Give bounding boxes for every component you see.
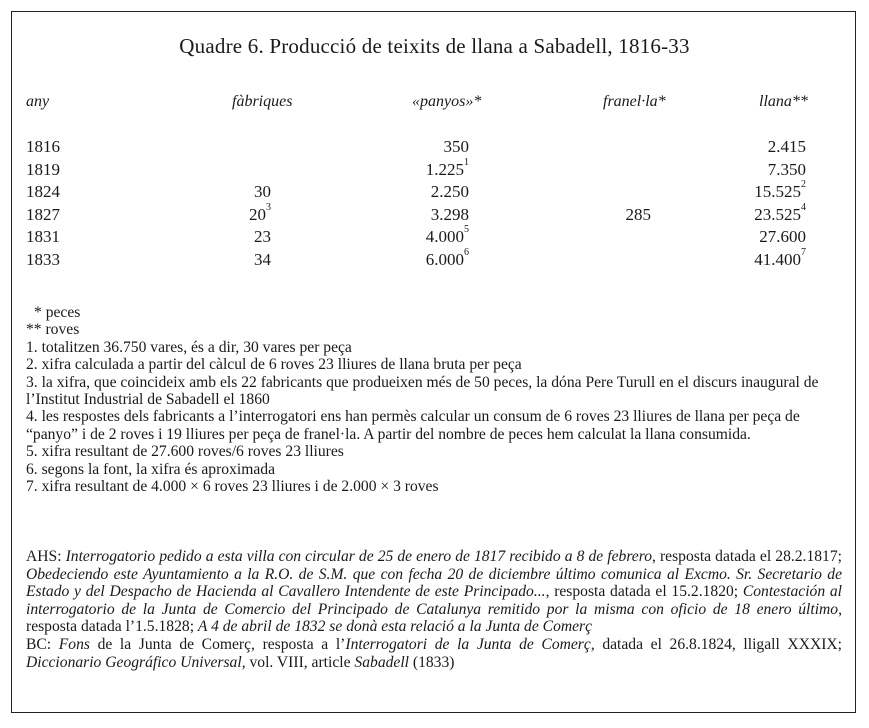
source-ahs [26, 548, 842, 636]
source-label: AHS: [26, 548, 66, 565]
footnote-item: 6. segons la font, la xifra és aproximada [26, 460, 275, 478]
cell-value: 23 [254, 227, 271, 247]
source-title: Contestación al interrogatorio de la Junta de Comercio del Principado de Catalunya remitido por la misma con oficio de 18 enero último [26, 583, 843, 618]
table-cell-panyos [431, 205, 469, 225]
source-title: Interrogatorio pedido a esta villa con circular de 25 de enero de 1817 recibido a 8 de febrero [65, 548, 653, 565]
table-cell-llana [768, 160, 806, 180]
footnote-marker: 6 [464, 247, 469, 258]
footnote-item: 2. xifra calculada a partir del càlcul de 6 roves 23 lliures de llana bruta per peça [26, 356, 522, 374]
cell-value: 1819 [26, 159, 60, 179]
table-cell-any [26, 160, 60, 180]
cell-value: 3.298 [430, 204, 469, 224]
cell-value: 2.415 [767, 137, 806, 156]
cell-value: 30 [254, 182, 271, 202]
table-cell-llana [759, 227, 806, 247]
cell-value: 34 [254, 250, 271, 269]
footnote-marker: 7 [801, 247, 806, 258]
footnote-marker: 5 [464, 224, 469, 236]
table-cell-llana [754, 179, 806, 202]
cell-value: 27.600 [759, 227, 806, 247]
table-cell-llana [754, 247, 806, 270]
source-text: , resposta datada el 28.2.1817; [652, 548, 842, 565]
table-cell-panyos [425, 247, 469, 270]
footnote-marker: 2 [801, 179, 806, 191]
cell-value: 1816 [26, 137, 60, 156]
cell-value: 23.525 [754, 204, 801, 224]
source-text: , vol. VIII, article [241, 653, 355, 671]
cell-value: 6.000 [425, 250, 464, 269]
cell-value: 1827 [26, 204, 60, 224]
cell-value: 350 [443, 137, 469, 156]
cell-value: 2.250 [430, 182, 469, 202]
cell-value: 285 [625, 204, 651, 224]
footnote-marker: 3 [266, 201, 271, 213]
table-cell-any [26, 250, 60, 270]
cell-value: 20 [249, 204, 266, 224]
cell-value: 1824 [26, 182, 60, 202]
source-label: BC: [26, 635, 59, 653]
cell-value: 41.400 [754, 250, 801, 269]
cell-value: 7.350 [767, 159, 806, 179]
footnote-item: 4. les respostes dels fabricants a l’interrogatori ens han permès calcular un consum de 6 roves 23 lliures de llana per peça de “panyo” i de 2 roves i 19 lliures per peça de franel·la. A partir del nombre de peces hem calculat la llana consumida. [26, 408, 800, 443]
footnote-item: 7. xifra resultant de 4.000 × 6 roves 23 lliures i de 2.000 × 3 roves [26, 478, 439, 496]
source-text: , resposta datada el 15.2.1820; [545, 583, 743, 601]
cell-value: 1833 [26, 250, 60, 269]
cell-value: 4.000 [425, 227, 464, 247]
source-title: Obedeciendo este Ayuntamiento a la R.O. de S.M. que con fecha 20 de diciembre último comunica al Excmo. Sr. Secretario de Estado y del Despacho de Hacienda al Cavallero Intendente de este Principado... [26, 565, 842, 601]
cell-value: 1831 [26, 227, 60, 247]
table-cell-panyos [425, 156, 469, 180]
column-header-llana: llana** [759, 93, 808, 110]
table-cell-any [26, 205, 60, 225]
source-title: Diccionario Geográfico Universal [26, 653, 242, 671]
footnote-marker: 4 [801, 201, 806, 213]
table-cell-franela [626, 205, 652, 225]
footnote-item: ** roves [26, 321, 80, 339]
sources-block [26, 548, 842, 671]
footnote-marker: 1 [464, 156, 469, 168]
table-cell-llana [768, 137, 806, 157]
table-cell-fabriques [249, 201, 271, 225]
table-cell-any [26, 182, 60, 202]
source-bc [26, 636, 842, 671]
table-cell-any [26, 227, 60, 247]
column-header-any: any [26, 93, 50, 110]
table-cell-fabriques [254, 250, 271, 270]
column-header-panyos: «panyos»* [412, 93, 482, 110]
cell-value: 1.225 [425, 159, 464, 179]
table-cell-any [26, 137, 60, 157]
source-title: A 4 de abril de 1832 se donà esta relació a la Junta de Comerç [197, 618, 593, 636]
footnote-item: 1. totalitzen 36.750 vares, és a dir, 30 vares per peça [26, 338, 352, 356]
page-title: Quadre 6. Producció de teixits de llana a Sabadell, 1816-33 [179, 34, 690, 58]
table-cell-panyos [444, 137, 470, 157]
table-cell-fabriques [254, 182, 271, 202]
source-title: Sabadell [354, 653, 409, 671]
footnote-item: 5. xifra resultant de 27.600 roves/6 roves 23 lliures [26, 443, 344, 461]
column-header-fabriques: fàbriques [232, 93, 293, 110]
source-text: (1833) [409, 653, 455, 671]
footnotes [26, 304, 846, 495]
source-text: de la Junta de Comerç, resposta a l’ [89, 635, 346, 653]
table-cell-fabriques [254, 227, 271, 247]
footnote-item: * peces [34, 304, 81, 321]
source-title: Fons [58, 635, 90, 653]
table-cell-llana [754, 201, 806, 225]
table-cell-panyos [431, 182, 469, 202]
cell-value: 15.525 [754, 182, 801, 202]
source-text: , datada el 26.8.1824, lligall XXXIX; [590, 635, 843, 653]
source-title: Interrogatori de la Junta de Comerç [345, 635, 591, 653]
column-header-franela: franel·la* [603, 93, 666, 110]
footnote-item: 3. la xifra, que coincideix amb els 22 fabricants que produeixen més de 50 peces, la dóna Pere Turull en el discurs inaugural de l’Institut Industrial de Sabadell el 1860 [26, 373, 819, 409]
source-text: , resposta datada l’1.5.1828; [26, 600, 842, 636]
table-cell-panyos [425, 224, 469, 247]
